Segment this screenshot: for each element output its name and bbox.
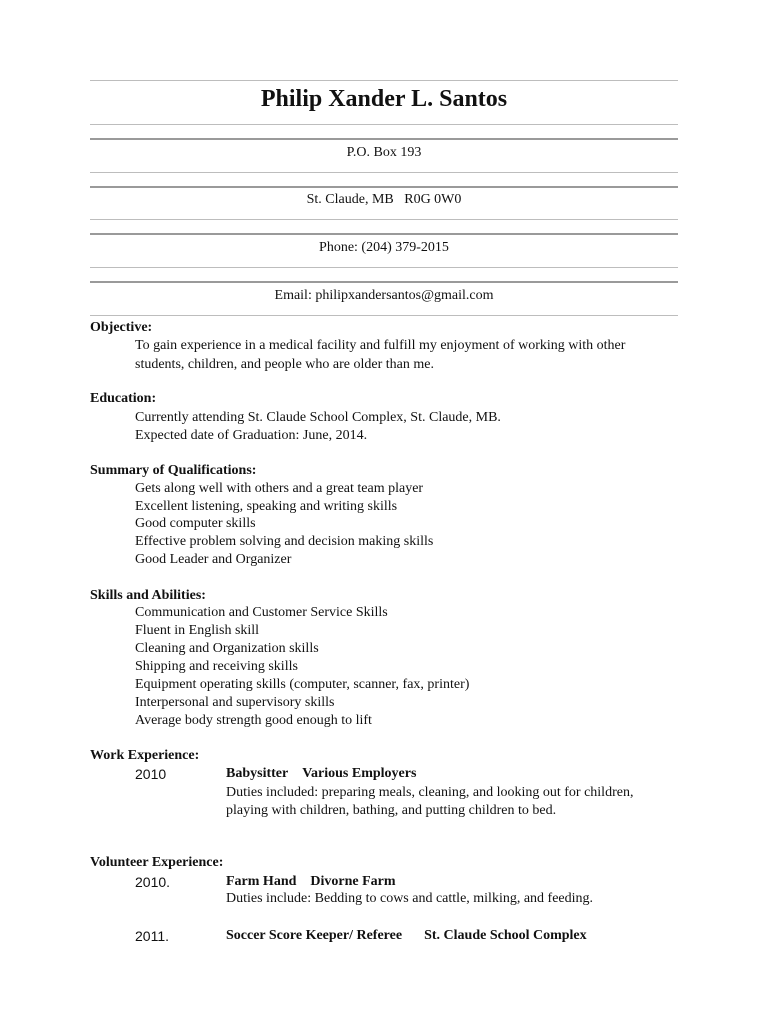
resume-name: Philip Xander L. Santos (260, 86, 508, 112)
work-heading: Work Experience: (90, 748, 200, 763)
header-rule (90, 267, 678, 268)
skill-item: Shipping and receiving skills (135, 659, 298, 674)
header-rule (90, 80, 678, 81)
work-year: 2010 (135, 766, 167, 782)
work-duties-line: playing with children, bathing, and putting children to bed. (226, 803, 557, 818)
skill-item: Fluent in English skill (135, 623, 260, 638)
phone: Phone: (204) 379-2015 (319, 240, 449, 255)
skill-item: Interpersonal and supervisory skills (135, 695, 335, 710)
header-rule (90, 124, 678, 125)
volunteer-year: 2011. (135, 928, 169, 944)
objective-line: To gain experience in a medical facility and fulfill my enjoyment of working with other (135, 338, 626, 353)
header-rule (90, 281, 678, 283)
qualifications-heading: Summary of Qualifications: (90, 463, 257, 478)
header-rule (90, 138, 678, 140)
education-line: Currently attending St. Claude School Complex, St. Claude, MB. (135, 410, 501, 425)
skill-item: Average body strength good enough to lift (135, 713, 372, 728)
volunteer-entry-title (226, 874, 396, 890)
header-rule (90, 172, 678, 173)
work-duties-line: Duties included: preparing meals, cleaning, and looking out for children, (226, 785, 634, 800)
address: St. Claude, MB R0G 0W0 (306, 192, 462, 207)
work-job-title: Babysitter (226, 766, 289, 781)
education-heading: Education: (90, 391, 157, 406)
volunteer-entry-title (226, 928, 587, 944)
header-rule (90, 233, 678, 235)
qualification-item: Excellent listening, speaking and writing skills (135, 499, 398, 514)
email: Email: philipxandersantos@gmail.com (274, 288, 494, 303)
volunteer-employer: St. Claude School Complex (424, 928, 587, 943)
qualification-item: Good Leader and Organizer (135, 552, 292, 567)
skills-heading: Skills and Abilities: (90, 588, 206, 603)
volunteer-heading: Volunteer Experience: (90, 855, 224, 870)
volunteer-job-title: Soccer Score Keeper/ Referee (226, 928, 403, 943)
objective-heading: Objective: (90, 320, 153, 335)
work-employer: Various Employers (302, 766, 417, 781)
education-line: Expected date of Graduation: June, 2014. (135, 428, 368, 443)
objective-line: students, children, and people who are older than me. (135, 357, 434, 372)
volunteer-duties-line: Duties include: Bedding to cows and cattle, milking, and feeding. (226, 891, 594, 906)
skill-item: Cleaning and Organization skills (135, 641, 319, 656)
skill-item: Equipment operating skills (computer, scanner, fax, printer) (135, 677, 470, 692)
volunteer-year: 2010. (135, 874, 171, 890)
volunteer-employer: Divorne Farm (310, 874, 396, 889)
work-entry-title (226, 766, 416, 782)
qualification-item: Gets along well with others and a great team player (135, 481, 424, 496)
qualification-item: Effective problem solving and decision making skills (135, 534, 434, 549)
qualification-item: Good computer skills (135, 516, 256, 531)
header-rule (90, 219, 678, 220)
skill-item: Communication and Customer Service Skills (135, 605, 388, 620)
header-rule (90, 186, 678, 188)
header-rule (90, 315, 678, 316)
po-box: P.O. Box 193 (346, 145, 422, 160)
volunteer-job-title: Farm Hand (226, 874, 297, 889)
